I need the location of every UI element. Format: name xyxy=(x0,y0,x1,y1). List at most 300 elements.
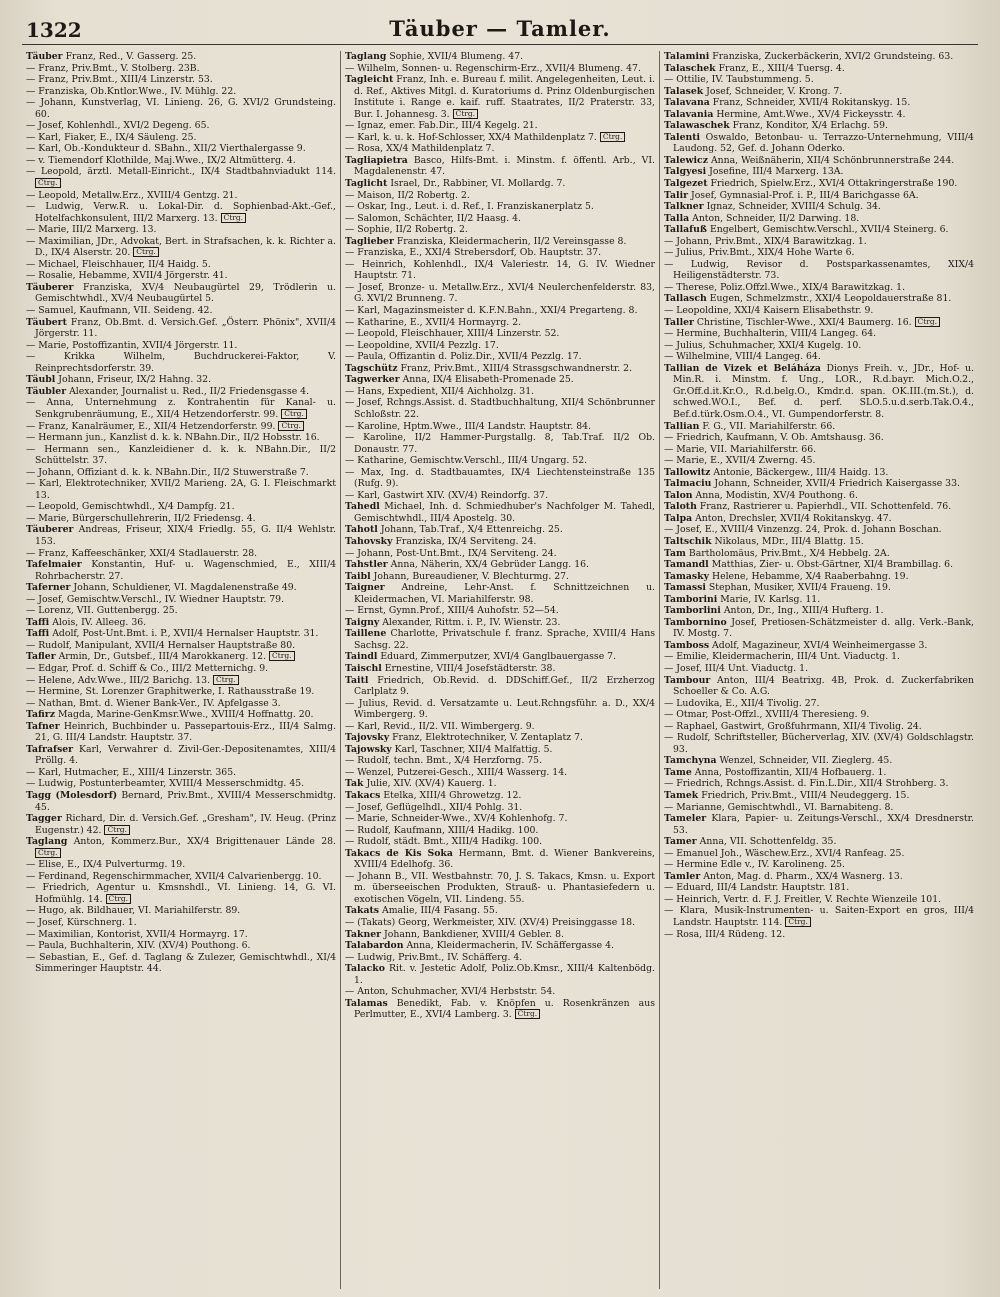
directory-entry xyxy=(345,825,655,837)
entry-text: Johann, Bankdiener, XVIII/4 Gebler. 8. xyxy=(384,928,564,940)
entry-text: Armin, Dr., Gutsbef., III/4 Marokkanerg. 12. xyxy=(58,651,267,663)
directory-entry xyxy=(345,224,655,236)
entry-text: — Rudolf, techn. Bmt., X/4 Herzforng. 75. xyxy=(345,755,543,767)
entry-text: Bernard, Priv.Bmt., XVIII/4 Messerschmidtg. 45. xyxy=(35,790,336,813)
entry-text: Karl, Taschner, XII/4 Malfattig. 5. xyxy=(394,743,553,755)
directory-entry xyxy=(26,86,336,98)
directory-entry xyxy=(26,421,336,433)
entry-text: — Josef, Bronze- u. Metallw.Erz., XVI/4 Neulerchenfelderstr. 83, G. XVI/2 Brunneng. 7. xyxy=(345,281,655,305)
directory-entry xyxy=(345,963,655,986)
directory-entry xyxy=(664,132,974,155)
directory-entry xyxy=(345,155,655,178)
entry-surname: Talmaciu xyxy=(664,478,712,490)
directory-entry xyxy=(26,74,336,86)
entry-text: Karl, Verwahrer d. Zivil-Ger.-Depositenamtes, XIII/4 Pröllg. 4. xyxy=(35,743,336,767)
entry-surname: Taitl xyxy=(345,674,369,686)
telephone-badge: Ctrg. xyxy=(213,675,239,685)
directory-entry xyxy=(345,51,655,63)
directory-entry xyxy=(345,675,655,698)
entry-text: Christine, Tischler-Wwe., XXI/4 Baumerg. 16. xyxy=(696,316,912,328)
directory-entry xyxy=(26,617,336,629)
entry-text: — Hermine Edle v., IV. Karolineng. 25. xyxy=(664,859,845,871)
directory-entry xyxy=(664,432,974,444)
directory-entry xyxy=(664,213,974,225)
entry-text: — Maison, II/2 Robertg. 2. xyxy=(345,189,470,201)
entry-text: — Heinrich, Kohlenhdl., IX/4 Valeriestr. 14, G. IV. Wiedner Hauptstr. 71. xyxy=(345,258,655,282)
directory-entry xyxy=(26,351,336,374)
entry-text: — Sebastian, E., Gef. d. Taglang & Zulezer, Gemischtwhdl., XI/4 Simmeringer Hauptstr. 44. xyxy=(26,951,336,975)
entry-text: — Raphael, Gastwirt, Großfuhrmann, XII/4 Tivolig. 24. xyxy=(664,720,922,732)
entry-text: Josefine, III/4 Marxerg. 13A. xyxy=(709,166,844,178)
directory-entry xyxy=(26,524,336,547)
entry-text: — Paula, Buchhalterin, XIV. (XV/4) Pouthong. 6. xyxy=(26,940,251,952)
entry-surname: Tambour xyxy=(664,674,711,686)
directory-entry xyxy=(26,767,336,779)
directory-entry xyxy=(345,952,655,964)
directory-entry xyxy=(26,305,336,317)
entry-text: Anton, Dr., Ing., XIII/4 Hufterg. 1. xyxy=(723,605,884,617)
directory-entry xyxy=(26,686,336,698)
entry-surname: Takats xyxy=(345,905,380,917)
directory-entry xyxy=(26,778,336,790)
entry-text: — Karl, Ob.-Kondukteur d. SBahn., XII/2 Vierthalergasse 9. xyxy=(26,143,306,155)
directory-entry xyxy=(26,675,336,687)
entry-surname: Tambornino xyxy=(664,616,727,628)
entry-text: — Karl, k. u. k. Hof-Schlosser, XX/4 Mathildenplatz 7. xyxy=(345,131,597,143)
entry-text: Andreas, Friseur, XIX/4 Friedlg. 55, G. II/4 Wehlstr. 153. xyxy=(35,524,336,547)
directory-entry xyxy=(345,490,655,502)
directory-entry xyxy=(345,397,655,420)
entry-text: Stephan, Musiker, XVII/4 Fraueng. 19. xyxy=(708,582,891,594)
entry-text: Benedikt, Fab. v. Knöpfen u. Rosenkränzen aus Perlmutter, E., XVI/4 Lamberg. 3. xyxy=(354,997,655,1021)
entry-text: — Salomon, Schächter, II/2 Haasg. 4. xyxy=(345,212,521,224)
entry-surname: Tajowsky xyxy=(345,743,392,755)
entry-text: Wenzel, Schneider, VII. Zieglerg. 45. xyxy=(719,755,893,767)
entry-text: Johann, Schuldiener, VI. Magdalenenstraße 49. xyxy=(73,582,297,594)
entry-text: — Johann, Post-Unt.Bmt., IX/4 Serviteng. 24. xyxy=(345,547,557,559)
entry-text: — Franziska, Ob.Kntlor.Wwe., IV. Mühlg. 22. xyxy=(26,85,237,97)
entry-text: Franziska, Kleidermacherin, II/2 Vereinsgasse 8. xyxy=(396,235,627,247)
entry-text: — Franz, Kaffeeschänker, XXI/4 Stadlauerstr. 28. xyxy=(26,547,258,559)
telephone-badge: Ctrg. xyxy=(104,825,130,835)
entry-surname: Taischl xyxy=(345,662,382,674)
entry-text: — Hermann jun., Kanzlist d. k. k. NBahn.Dir., II/2 Hobsstr. 16. xyxy=(26,432,320,444)
entry-text: Heinrich, Buchbinder u. Passepartouis-Erz., III/4 Salmg. 21, G. III/4 Landstr. Hauptstr. 37. xyxy=(35,720,336,744)
entry-text: — Maximilian, Kontorist, XVII/4 Hormayrg. 17. xyxy=(26,928,248,940)
directory-entry xyxy=(664,190,974,202)
entry-surname: Tamboss xyxy=(664,639,710,651)
entry-surname: Tafirz xyxy=(26,709,55,721)
directory-entry xyxy=(664,663,974,675)
entry-text: — Maximilian, JDr., Advokat, Bert. in Strafsachen, k. k. Richter a. D., IX/4 Alserstr. 20. xyxy=(26,235,336,259)
directory-entry xyxy=(664,305,974,317)
directory-entry xyxy=(26,201,336,224)
entry-text: Josef, Schneider, V. Krong. 7. xyxy=(706,85,843,97)
entry-text: — Max, Ing. d. Stadtbauamtes, IX/4 Liechtensteinstraße 135 (Rufg. 9). xyxy=(345,466,655,490)
entry-surname: Tallowitz xyxy=(664,466,711,478)
entry-text: Richard, Dir. d. Versich.Gef. „Gresham", IV. Heug. (Prinz Eugenstr.) 42. xyxy=(35,813,336,836)
entry-text: Franz, Rastrierer u. Papierhdl., VII. Schottenfeld. 76. xyxy=(699,501,952,513)
telephone-badge: Ctrg. xyxy=(600,132,626,142)
entry-surname: Tahovsky xyxy=(345,535,393,547)
entry-surname: Taffi xyxy=(26,628,50,640)
entry-surname: Takacs de Kis Soka xyxy=(345,847,453,859)
directory-entry xyxy=(26,548,336,560)
entry-text: Hermine, Amt.Wwe., XV/4 Fickeysstr. 4. xyxy=(716,108,906,120)
entry-surname: Tagschütz xyxy=(345,362,398,374)
entry-text: Michael, Inh. d. Schmiedhuber's Nachfolger M. Tahedl, Gemischtwhdl., III/4 Apostelg. 30. xyxy=(354,501,655,524)
entry-surname: Täuber xyxy=(26,51,63,62)
entry-text: — Helene, Adv.Wwe., III/2 Barichg. 13. xyxy=(26,674,211,686)
directory-entry xyxy=(664,97,974,109)
entry-text: Antonie, Bäckergew., III/4 Haidg. 13. xyxy=(713,466,889,478)
directory-entry xyxy=(345,282,655,305)
directory-entry xyxy=(26,432,336,444)
directory-entry xyxy=(664,490,974,502)
entry-text: Anton, Mag. d. Pharm., XX/4 Wasnerg. 13. xyxy=(703,870,903,882)
entry-text: — Karl, Revid., II/2. VII. Wimbergerg. 9. xyxy=(345,720,535,732)
telephone-badge: Ctrg. xyxy=(269,651,295,661)
entry-text: Oswaldo, Betonbau- u. Terrazzo-Unternehmung, VIII/4 Laudong. 52, Gef. d. Johann Oderko. xyxy=(673,131,974,155)
entry-text: — Heinrich, Vertr. d. F. J. Freitler, V. Rechte Wienzeile 101. xyxy=(664,893,942,905)
entry-text: — Katharine, Gemischtw.Verschl., III/4 Ungarg. 52. xyxy=(345,455,588,467)
entry-text: Anna, IX/4 Elisabeth-Promenade 25. xyxy=(402,374,574,386)
entry-text: Engelbert, Gemischtw.Verschl., XVII/4 Steinerg. 6. xyxy=(709,224,949,236)
entry-text: Anna, VII. Schottenfeldg. 35. xyxy=(699,836,837,848)
entry-text: Charlotte, Privatschule f. franz. Sprache, XVIII/4 Hans Sachsg. 22. xyxy=(354,628,655,651)
directory-entry xyxy=(664,640,974,652)
directory-entry xyxy=(664,282,974,294)
entry-text: — Anna, Unternehmung z. Kontrahentin für Kanal- u. Senkgrubenräumung, E., XII/4 Hetzendorferstr. 99. xyxy=(26,397,336,420)
directory-entry xyxy=(664,455,974,467)
entry-surname: Tafrafser xyxy=(26,743,74,755)
entry-text: — Katharine, E., XVII/4 Hormayrg. 2. xyxy=(345,316,522,328)
entry-text: — Josef, Kürschnerg. 1. xyxy=(26,917,137,929)
entry-text: — Hugo, ak. Bildhauer, VI. Mariahilferstr. 89. xyxy=(26,905,241,917)
entry-surname: Tamchyna xyxy=(664,755,717,767)
directory-entry xyxy=(664,536,974,548)
telephone-badge: Ctrg. xyxy=(133,247,159,257)
entry-text: — Johann, Kunstverlag, VI. Linieng. 26, G. XVI/2 Grundsteing. 60. xyxy=(26,97,336,120)
directory-entry xyxy=(664,293,974,305)
directory-entry xyxy=(26,836,336,859)
directory-entry xyxy=(26,501,336,513)
entry-text: Matthias, Zier- u. Obst-Gärtner, XI/4 Brambillag. 6. xyxy=(711,559,954,571)
entry-text: Eduard, Zimmerputzer, XVI/4 Ganglbauergasse 7. xyxy=(380,651,617,663)
directory-entry xyxy=(26,628,336,640)
entry-surname: Talkner xyxy=(664,201,704,213)
entry-text: — Sophie, II/2 Robertg. 2. xyxy=(345,224,468,236)
directory-entry xyxy=(664,340,974,352)
entry-surname: Taffi xyxy=(26,616,50,628)
directory-entry xyxy=(664,259,974,282)
directory-entry xyxy=(345,940,655,952)
entry-text: — Leopoldine, XXI/4 Kaisern Elisabethstr. 9. xyxy=(664,305,874,317)
directory-entry xyxy=(26,698,336,710)
entry-text: — Elise, E., IX/4 Pulverturmg. 19. xyxy=(26,859,186,871)
entry-surname: Taltschik xyxy=(664,535,712,547)
entry-text: — Josef, Kohlenhdl., XVI/2 Degeng. 65. xyxy=(26,120,210,132)
entry-text: Etelka, XIII/4 Ghrowetzg. 12. xyxy=(383,790,522,801)
entry-text: — Leopold, ärztl. Metall-Einricht., IX/4 Stadtbahnviadukt 114. xyxy=(26,166,336,178)
entry-text: Johann, Bureaudiener, V. Blechturmg. 27. xyxy=(373,570,570,582)
entry-text: Anna, Kleidermacherin, IV. Schäffergasse 4. xyxy=(406,940,614,952)
entry-text: F. G., VII. Mariahilferstr. 66. xyxy=(702,420,836,432)
entry-text: — Rosa, III/4 Rüdeng. 12. xyxy=(664,928,786,940)
directory-entry xyxy=(664,675,974,698)
entry-text: — Marie, E., XVII/4 Zwerng. 45. xyxy=(664,455,816,467)
entry-surname: Talavania xyxy=(664,108,714,120)
entry-surname: Talla xyxy=(664,212,690,224)
directory-entry xyxy=(345,617,655,629)
entry-text: — Friedrich, Kaufmann, V. Ob. Amtshausg. 36. xyxy=(664,432,884,444)
entry-text: Franz, E., XIII/4 Tuersg. 4. xyxy=(718,62,845,74)
entry-text: — Ludwig, Revisor d. Postsparkassenamtes, XIX/4 Heiligenstädterstr. 73. xyxy=(664,258,974,282)
directory-entry xyxy=(26,166,336,189)
entry-text: Anton, III/4 Beatrixg. 4B, Prok. d. Zuckerfabriken Schoeller & Co. A.G. xyxy=(673,674,974,698)
directory-entry xyxy=(664,548,974,560)
entry-surname: Tam xyxy=(664,547,686,559)
entry-surname: Tamek xyxy=(664,790,699,801)
directory-entry xyxy=(26,859,336,871)
directory-entry xyxy=(664,467,974,479)
entry-surname: Talavana xyxy=(664,97,710,109)
directory-entry xyxy=(345,651,655,663)
entry-text: — Josef, Rchngs.Assist. d. Stadtbuchhaltung, XII/4 Schönbrunner Schloßstr. 22. xyxy=(345,397,655,420)
entry-surname: Talamas xyxy=(345,997,388,1009)
entry-text: — Rudolf, Schriftsteller, Bücherverlag, XIV. (XV/4) Goldschlagstr. 93. xyxy=(664,732,974,755)
directory-entry xyxy=(345,732,655,744)
entry-surname: Talawaschek xyxy=(664,120,730,132)
entry-text: Marie, IV. Karlsg. 11. xyxy=(720,593,821,605)
entry-text: Konstantin, Huf- u. Wagenschmied, E., XIII/4 Rohrbacherstr. 27. xyxy=(35,559,336,582)
entry-text: — (Takats) Georg, Werkmeister, XIV. (XV/4) Preisinggasse 18. xyxy=(345,917,636,929)
entry-text: — Josef, III/4 Unt. Viaductg. 1. xyxy=(664,662,809,674)
entry-surname: Taigny xyxy=(345,616,380,628)
entry-surname: Tahstler xyxy=(345,559,388,571)
directory-entry xyxy=(664,351,974,363)
entry-text: — Marie, Bürgerschullehrerin, II/2 Friedensg. 4. xyxy=(26,512,256,524)
directory-entry xyxy=(26,559,336,582)
directory-entry xyxy=(26,259,336,271)
directory-entry xyxy=(664,74,974,86)
entry-text: — Josef, Geflügelhdl., XII/4 Pohlg. 31. xyxy=(345,801,523,813)
entry-text: — Hermann sen., Kanzleidiener d. k. k. NBahn.Dir., II/2 Schüttelstr. 37. xyxy=(26,443,336,467)
entry-text: Franz, Ob.Bmt. d. Versich.Gef. „Österr. Phönix", XVII/4 Jörgerstr. 11. xyxy=(35,316,336,340)
directory-entry xyxy=(345,432,655,455)
directory-entry xyxy=(664,559,974,571)
entry-surname: Tagliapietra xyxy=(345,154,408,166)
entry-text: — Emanuel Joh., Wäschew.Erz., XVI/4 Ranfeag. 25. xyxy=(664,847,905,859)
directory-entry xyxy=(345,421,655,433)
directory-entry xyxy=(664,929,974,941)
entry-text: — Karl, Magazinsmeister d. K.F.N.Bahn., XXI/4 Pregarteng. 8. xyxy=(345,305,638,317)
directory-entry xyxy=(664,363,974,421)
entry-text: — Krikka Wilhelm, Buchdruckerei-Faktor, V. Reinprechtsdorferstr. 39. xyxy=(26,351,336,374)
directory-entry xyxy=(664,802,974,814)
entry-text: — Ignaz, emer. Fab.Dir., III/4 Kegelg. 21. xyxy=(345,120,538,132)
entry-text: — Lorenz, VII. Guttenbergg. 25. xyxy=(26,605,178,617)
directory-entry xyxy=(26,97,336,120)
directory-entry xyxy=(664,317,974,329)
directory-entry xyxy=(26,594,336,606)
entry-text: Franziska, IX/4 Serviteng. 24. xyxy=(395,535,537,547)
entry-surname: Tagwerker xyxy=(345,374,400,386)
entry-text: Sophie, XVII/4 Blumeng. 47. xyxy=(389,51,524,62)
entry-surname: Tameler xyxy=(664,813,707,825)
entry-text: Basco, Hilfs-Bmt. i. Minstm. f. öffentl. Arb., VI. Magdalenenstr. 47. xyxy=(354,154,655,178)
entry-text: — Rudolf, Kaufmann, XIII/4 Hadikg. 100. xyxy=(345,824,539,836)
directory-entry xyxy=(345,213,655,225)
directory-entry xyxy=(26,790,336,813)
entry-text: Bartholomäus, Priv.Bmt., X/4 Hebbelg. 2A. xyxy=(688,547,890,559)
entry-surname: Tamer xyxy=(664,836,697,848)
telephone-badge: Ctrg. xyxy=(106,894,132,904)
directory-entry xyxy=(345,767,655,779)
entry-text: — Marie, III/2 Marxerg. 13. xyxy=(26,224,157,236)
entry-text: Anna, Postoffizantin, XII/4 Hofbauerg. 1. xyxy=(694,766,887,778)
directory-entry xyxy=(26,132,336,144)
directory-entry xyxy=(664,905,974,928)
entry-surname: Talacko xyxy=(345,963,385,975)
entry-text: Ernestine, VIII/4 Josefstädterstr. 38. xyxy=(384,662,556,674)
directory-entry xyxy=(345,848,655,871)
entry-text: Anna, Weißnäherin, XII/4 Schönbrunnerstraße 244. xyxy=(710,154,955,166)
entry-surname: Tamborini xyxy=(664,593,718,605)
entry-text: Franz, Red., V. Gasserg. 25. xyxy=(65,51,197,62)
directory-entry xyxy=(345,813,655,825)
entry-text: Josef, Pretiosen-Schätzmeister d. allg. Verk.-Bank, IV. Mostg. 7. xyxy=(673,616,974,640)
directory-entry xyxy=(345,559,655,571)
directory-entry xyxy=(345,328,655,340)
entry-text: — Leopold, Metallw.Erz., XVIII/4 Gentzg. 21. xyxy=(26,189,238,201)
entry-text: — Oskar, Ing., Leut. i. d. Ref., I. Franziskanerplatz 5. xyxy=(345,201,594,213)
directory-entry xyxy=(345,190,655,202)
directory-entry xyxy=(26,143,336,155)
telephone-badge: Ctrg. xyxy=(915,317,941,327)
directory-entry xyxy=(26,397,336,420)
entry-text: — Therese, Poliz.Offzl.Wwe., XIX/4 Barawitzkag. 1. xyxy=(664,281,906,293)
directory-entry xyxy=(345,305,655,317)
directory-entry xyxy=(664,178,974,190)
directory-entry xyxy=(664,51,974,63)
directory-entry xyxy=(345,178,655,190)
entry-text: — Leopold, Fleischhauer, XIII/4 Linzerstr. 52. xyxy=(345,328,560,340)
entry-text: — Eduard, III/4 Landstr. Hauptstr. 181. xyxy=(664,882,850,894)
directory-entry xyxy=(664,651,974,663)
entry-text: — Franz, Priv.Bmt., V. Stolberg. 23B. xyxy=(26,62,200,74)
directory-entry xyxy=(345,386,655,398)
directory-entry xyxy=(664,444,974,456)
directory-entry xyxy=(26,929,336,941)
directory-entry xyxy=(345,571,655,583)
directory-entry xyxy=(664,848,974,860)
entry-text: — Otmar, Post-Offzl., XVIII/4 Theresieng. 9. xyxy=(664,709,870,721)
entry-text: Johann, Friseur, IX/2 Hahng. 32. xyxy=(58,374,212,386)
directory-entry xyxy=(345,351,655,363)
directory-entry xyxy=(664,778,974,790)
directory-entry xyxy=(345,905,655,917)
entry-surname: Tamandl xyxy=(664,559,709,571)
directory-entry xyxy=(345,548,655,560)
telephone-badge: Ctrg. xyxy=(35,848,61,858)
entry-surname: Talabardon xyxy=(345,940,404,952)
entry-text: Amalie, III/4 Fasang. 55. xyxy=(382,905,498,917)
entry-text: Rit. v. Jestetic Adolf, Poliz.Ob.Kmsr., XIII/4 Kaltenbödg. 1. xyxy=(354,963,655,986)
directory-entry xyxy=(26,155,336,167)
entry-surname: Tak xyxy=(345,778,364,790)
directory-entry xyxy=(345,74,655,120)
directory-entry xyxy=(26,317,336,340)
directory-entry xyxy=(345,998,655,1021)
entry-text: — Anton, Schuhmacher, XVI/4 Herbststr. 54. xyxy=(345,986,556,998)
entry-text: — v. Tiemendorf Klothilde, Maj.Wwe., IX/2 Altmütterg. 4. xyxy=(26,154,296,166)
page-header xyxy=(22,14,978,45)
directory-entry xyxy=(345,582,655,605)
entry-text: — Emilie, Kleidermacherin, III/4 Unt. Viaductg. 1. xyxy=(664,651,901,663)
entry-text: — Paula, Offizantin d. Poliz.Dir., XVII/4 Pezzlg. 17. xyxy=(345,351,582,363)
telephone-badge: Ctrg. xyxy=(515,1009,541,1019)
entry-text: — Johann, Priv.Bmt., XIX/4 Barawitzkag. 1. xyxy=(664,235,867,247)
entry-text: — Ferdinand, Regenschirmmacher, XVII/4 Calvarienbergg. 10. xyxy=(26,870,322,882)
directory-entry xyxy=(345,340,655,352)
directory-entry xyxy=(664,236,974,248)
directory-entry xyxy=(664,421,974,433)
directory-entry xyxy=(26,582,336,594)
directory-entry xyxy=(26,813,336,836)
directory-entry xyxy=(345,698,655,721)
entry-surname: Täuberer xyxy=(26,281,74,293)
directory-entry xyxy=(26,651,336,663)
directory-entry xyxy=(664,166,974,178)
entry-text: — Karl, Hutmacher, E., XIII/4 Linzerstr. 365. xyxy=(26,766,237,778)
directory-entry xyxy=(664,836,974,848)
directory-entry xyxy=(345,501,655,524)
directory-entry xyxy=(26,63,336,75)
entry-surname: Tahotl xyxy=(345,524,378,536)
entry-text: Anton, Kommerz.Bur., XX/4 Brigittenauer Lände 28. xyxy=(73,836,336,848)
page-number: 1322 xyxy=(26,18,82,42)
entry-text: Franziska, XV/4 Neubaugürtel 29, Trödlerin u. Gemischtwhdl., XV/4 Neubaugürtel 5. xyxy=(35,281,336,305)
directory-entry xyxy=(345,721,655,733)
entry-surname: Taglicht xyxy=(345,178,388,190)
directory-entry xyxy=(664,109,974,121)
entry-text: Ignaz, Schneider, XVIII/4 Schulg. 34. xyxy=(706,201,881,213)
entry-text: Johann, Tab.Traf., X/4 Ettenreichg. 25. xyxy=(380,524,563,536)
entry-text: Johann, Schneider, XVII/4 Friedrich Kaisergasse 33. xyxy=(714,478,960,490)
telephone-badge: Ctrg. xyxy=(221,213,247,223)
entry-text: — Marie, Schneider-Wwe., XV/4 Kohlenhofg. 7. xyxy=(345,813,568,825)
entry-text: — Klara, Musik-Instrumenten- u. Saiten-Export en gros, III/4 Landstr. Hauptstr. 114. xyxy=(664,905,974,929)
entry-text: — Franz, Kanalräumer, E., XII/4 Hetzendorferstr. 99. xyxy=(26,420,276,432)
directory-entry xyxy=(26,882,336,905)
entry-surname: Tallasch xyxy=(664,293,707,305)
entry-text: Anton, Schneider, II/2 Darwing. 18. xyxy=(692,212,860,224)
directory-entry xyxy=(345,663,655,675)
entry-surname: Talenti xyxy=(664,131,701,143)
directory-entry xyxy=(664,513,974,525)
entry-text: — Rosa, XX/4 Mathildenplatz 7. xyxy=(345,143,495,155)
entry-text: — Ludwig, Postunterbeamter, XVIII/4 Messerschmidtg. 45. xyxy=(26,778,305,790)
directory-entry xyxy=(664,732,974,755)
directory-entry xyxy=(26,224,336,236)
directory-entry xyxy=(664,709,974,721)
entry-text: — Wenzel, Putzerei-Gesch., XIII/4 Wasserg. 14. xyxy=(345,766,568,778)
entry-surname: Taloth xyxy=(664,501,697,513)
directory-entry xyxy=(345,247,655,259)
directory-entry xyxy=(345,236,655,248)
entry-text: — Julius, Revid. d. Versatzamte u. Leut.Rchngsführ. a. D., XX/4 Wimbergerg. 9. xyxy=(345,697,655,721)
